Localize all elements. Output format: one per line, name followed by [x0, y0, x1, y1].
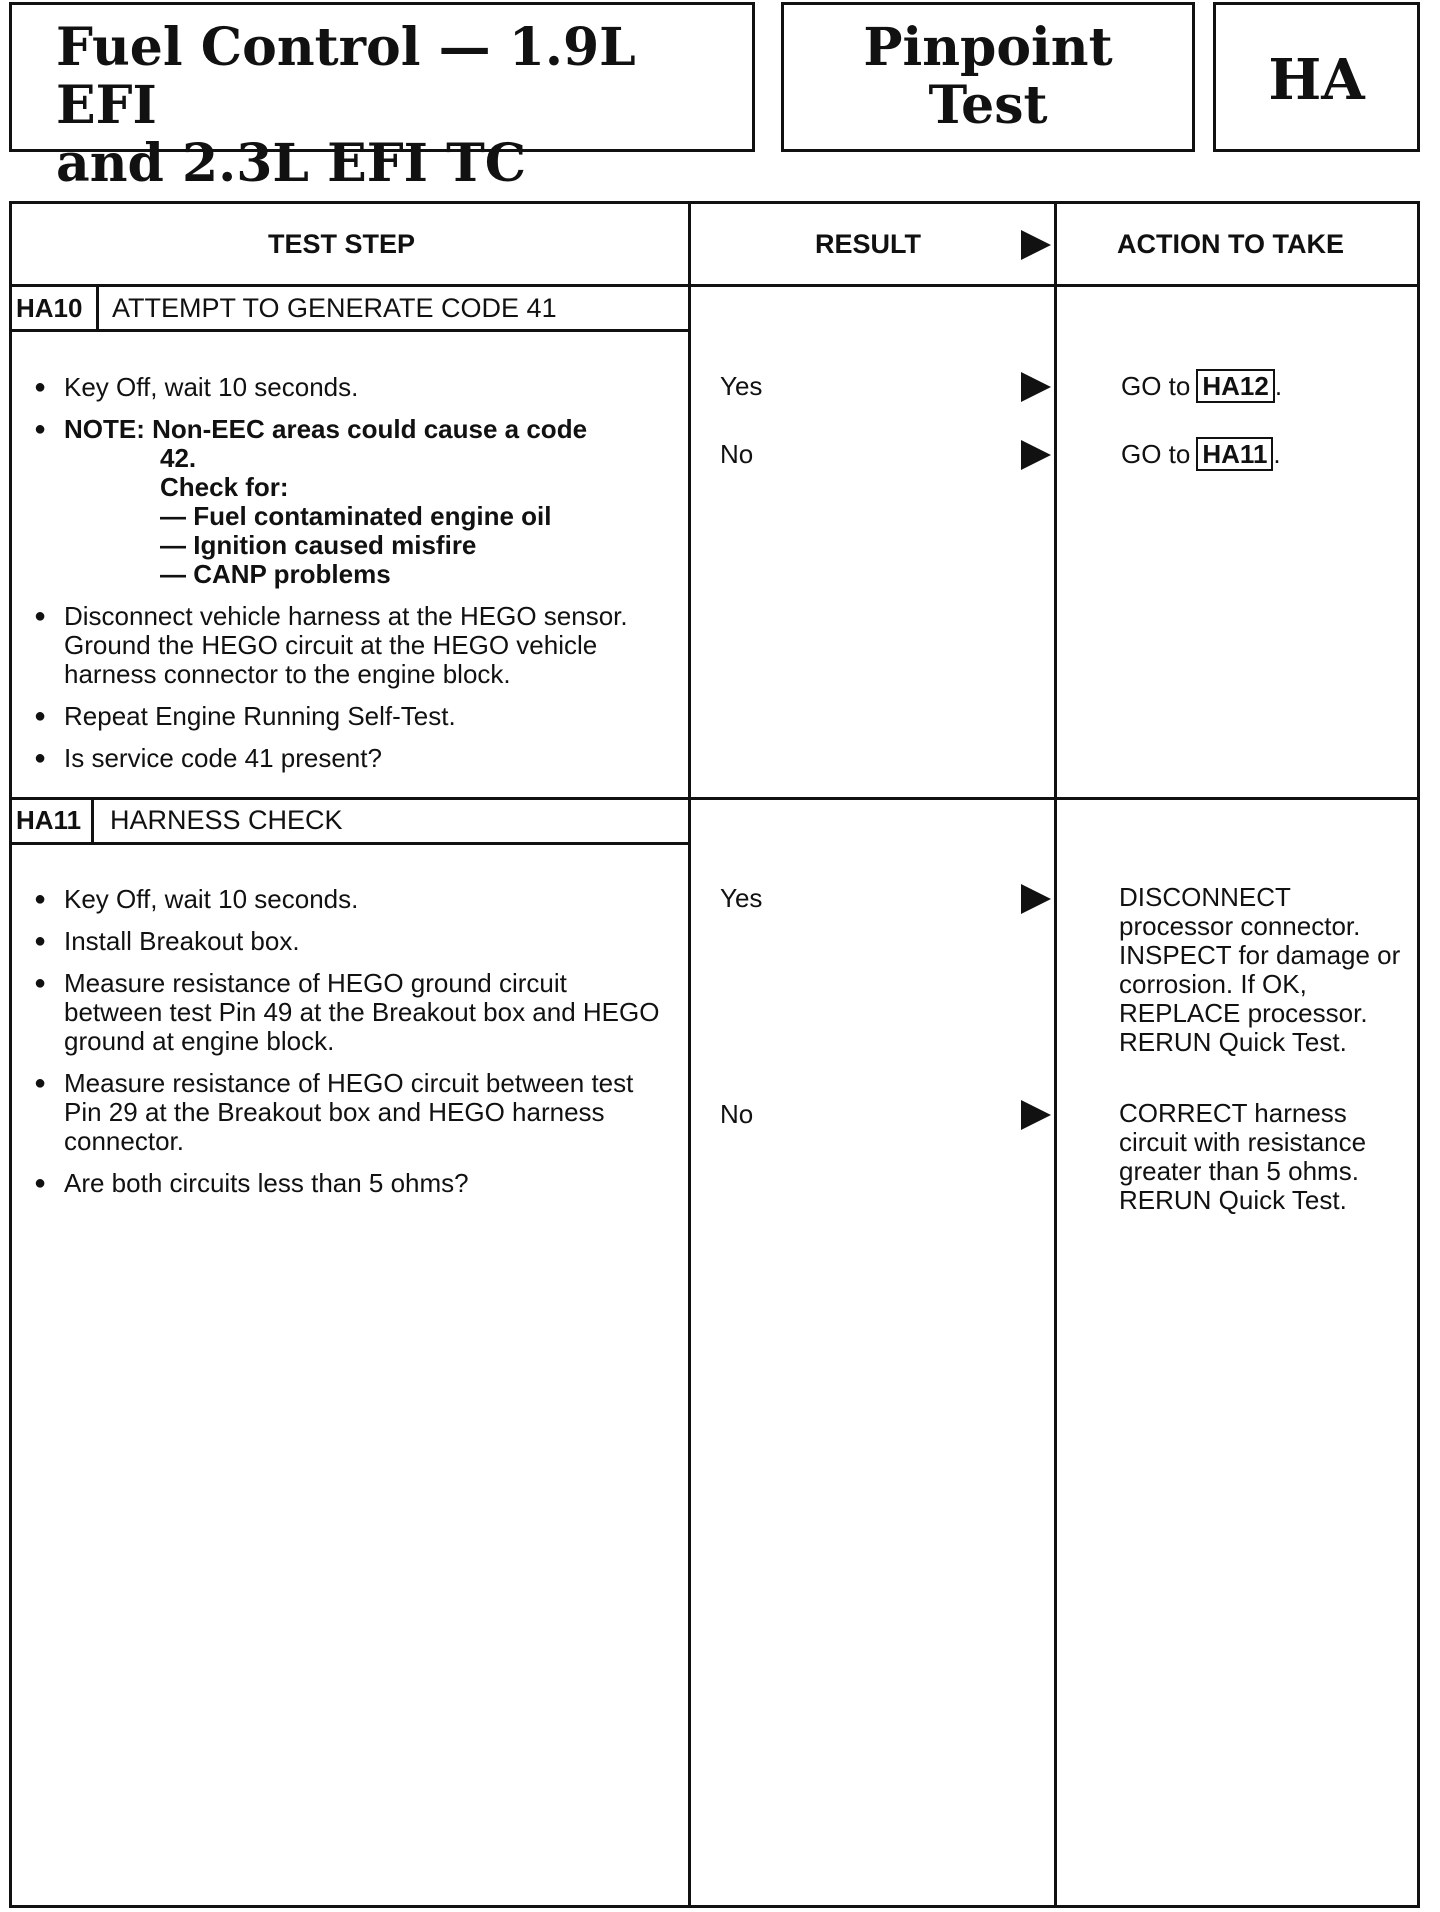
page-title-line-1: Fuel Control — 1.9L EFI [56, 17, 636, 136]
list-item: ● Measure resistance of HEGO ground circuit between test Pin 49 at the Breakout box and HEGO ground at engine block. [34, 969, 664, 1056]
list-item: ● Are both circuits less than 5 ohms? [34, 1169, 664, 1198]
list-item-note: ● NOTE: Non-EEC areas could cause a code 42. Check for: — Fuel contaminated engine oil — Ignition caused misfire — CANP problems [34, 415, 684, 589]
divider-result-action [1054, 201, 1057, 1908]
step-ha10-id-divider [96, 286, 99, 330]
pinpoint-label-line-2: Test [928, 75, 1048, 136]
column-header-test-step: TEST STEP [268, 229, 416, 259]
action-goto: GO to HA11 . [1121, 439, 1281, 469]
result-arrow-icon [1021, 1100, 1051, 1130]
test-code-box [1213, 2, 1420, 152]
result-yes: Yes [720, 371, 763, 401]
result-arrow-icon [1021, 440, 1051, 470]
list-item: ● Repeat Engine Running Self-Test. [34, 702, 684, 731]
step-ha10-title-underline [9, 329, 690, 332]
result-arrow-icon [1021, 372, 1051, 402]
result-yes: Yes [720, 883, 763, 913]
action-goto: GO to HA12 . [1121, 371, 1283, 401]
step-ha11-instructions [34, 885, 664, 1211]
action-text: CORRECT harness circuit with resistance greater than 5 ohms. RERUN Quick Test. [1119, 1098, 1367, 1215]
step-ha11-id-divider [91, 799, 94, 843]
list-item: ● Key Off, wait 10 seconds. [34, 373, 684, 402]
list-item: ● Key Off, wait 10 seconds. [34, 885, 664, 914]
list-item: ● Is service code 41 present? [34, 744, 684, 773]
pinpoint-label-line-1: Pinpoint [863, 17, 1113, 78]
list-item: ● Install Breakout box. [34, 927, 664, 956]
column-header-action: ACTION TO TAKE [1117, 229, 1344, 259]
list-item: ● Disconnect vehicle harness at the HEGO sensor. Ground the HEGO circuit at the HEGO vehicle harness connector to the engine block. [34, 602, 684, 689]
step-ha11-title-underline [9, 842, 690, 845]
column-header-result: RESULT [815, 229, 921, 259]
action-text: DISCONNECT processor connector. INSPECT for damage or corrosion. If OK, REPLACE processor. RERUN Quick Test. [1119, 882, 1401, 1057]
result-arrow-icon [1021, 884, 1051, 914]
test-code: HA [1268, 47, 1365, 113]
step-reference-link[interactable]: HA11 [1196, 437, 1273, 471]
list-item: ● Measure resistance of HEGO circuit between test Pin 29 at the Breakout box and HEGO harness connector. [34, 1069, 664, 1156]
header-row-divider [9, 284, 1420, 287]
step-ha10-instructions [34, 373, 684, 786]
result-no: No [720, 439, 754, 469]
pinpoint-box [781, 2, 1195, 152]
step-id: HA10 [16, 293, 83, 323]
step-id: HA11 [16, 805, 82, 835]
result-no: No [720, 1099, 754, 1129]
page-title-line-2: and 2.3L EFI TC [56, 133, 527, 194]
divider-step-result [688, 201, 691, 1908]
result-arrow-icon [1021, 230, 1051, 260]
step-title: ATTEMPT TO GENERATE CODE 41 [112, 293, 557, 323]
step-row-divider [9, 797, 1420, 800]
step-reference-link[interactable]: HA12 [1196, 369, 1274, 403]
title-box [9, 2, 755, 194]
step-title: HARNESS CHECK [110, 805, 343, 835]
